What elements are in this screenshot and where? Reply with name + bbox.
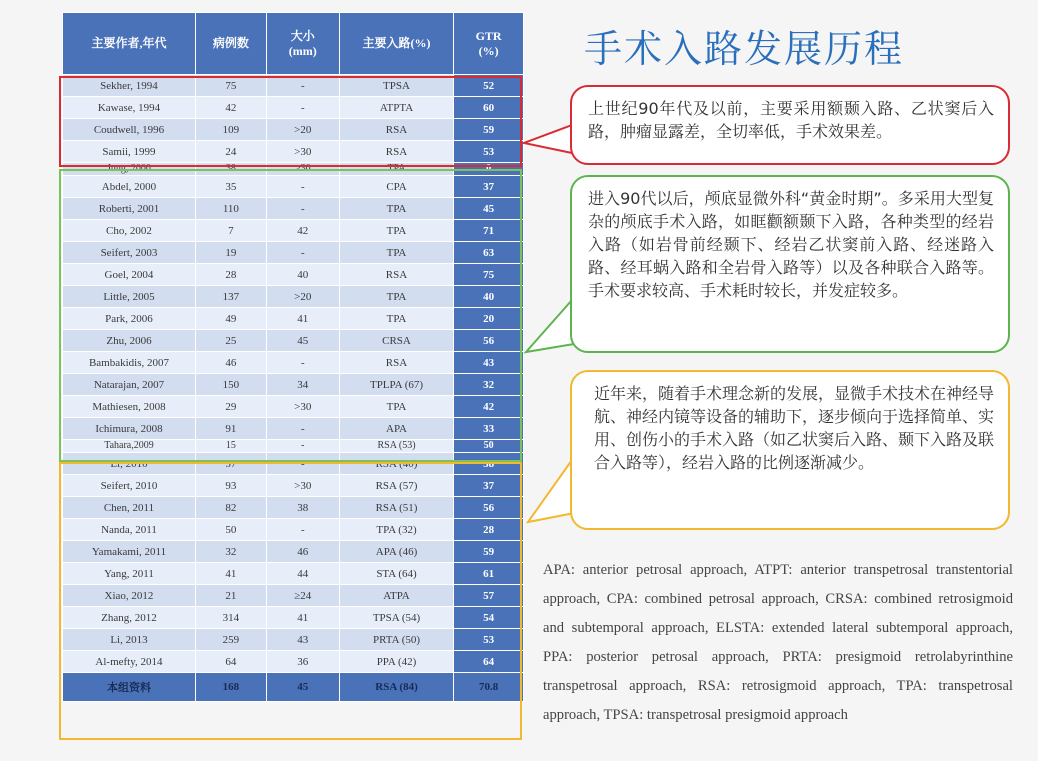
- cell-cases: 21: [195, 585, 266, 607]
- cell-size: -: [266, 242, 339, 264]
- cell-approach: RSA (51): [339, 497, 453, 519]
- cell-author: Park, 2006: [63, 308, 196, 330]
- cell-author: Sekher, 1994: [63, 75, 196, 97]
- cell-author: Roberti, 2001: [63, 198, 196, 220]
- cell-size: >30: [266, 396, 339, 418]
- cell-size: 36: [266, 651, 339, 673]
- header-gtr: GTR (%): [454, 13, 524, 75]
- cell-size: -: [266, 352, 339, 374]
- cell-cases: 150: [195, 374, 266, 396]
- cell-gtr: 40: [454, 286, 524, 308]
- header-cases: 病例数: [195, 13, 266, 75]
- cell-size: 41: [266, 607, 339, 629]
- cell-cases: 75: [195, 75, 266, 97]
- cell-author: Li, 2010: [63, 453, 196, 475]
- cell-cases: 29: [195, 396, 266, 418]
- cell-author: Abdel, 2000: [63, 176, 196, 198]
- cell-gtr: 59: [454, 119, 524, 141]
- header-author: 主要作者,年代: [63, 13, 196, 75]
- cell-gtr: 0: [454, 163, 524, 176]
- cell-approach: TPA: [339, 286, 453, 308]
- cell-gtr: 54: [454, 607, 524, 629]
- cell-approach: TPA: [339, 220, 453, 242]
- cell-author: Seifert, 2010: [63, 475, 196, 497]
- callout-yellow: 近年来，随着手术理念新的发展，显微手术技术在神经导航、神经内镜等设备的辅助下，逐步倾向于选择简单、实用、创伤小的手术入路（如乙状窦后入路、颞下入路及联合入路等），经岩入路的比例逐渐减少。: [570, 370, 1010, 530]
- cell-gtr: 56: [454, 497, 524, 519]
- cell-cases: 38: [195, 163, 266, 176]
- cell-size: 40: [266, 264, 339, 286]
- summary-author: 本组资料: [63, 673, 196, 702]
- cell-approach: TPA: [339, 308, 453, 330]
- cell-author: Mathiesen, 2008: [63, 396, 196, 418]
- cell-approach: TPLPA (67): [339, 374, 453, 396]
- cell-author: Cho, 2002: [63, 220, 196, 242]
- cell-cases: 42: [195, 97, 266, 119]
- cell-size: >30: [266, 475, 339, 497]
- cell-size: >20: [266, 286, 339, 308]
- cell-approach: CRSA: [339, 330, 453, 352]
- cell-approach: RSA (53): [339, 440, 453, 453]
- cell-cases: 25: [195, 330, 266, 352]
- cell-cases: 64: [195, 651, 266, 673]
- cell-author: Natarajan, 2007: [63, 374, 196, 396]
- cell-size: -: [266, 97, 339, 119]
- cell-cases: 15: [195, 440, 266, 453]
- cell-cases: 109: [195, 119, 266, 141]
- cell-author: Ichimura, 2008: [63, 418, 196, 440]
- cell-gtr: 61: [454, 563, 524, 585]
- cell-size: 46: [266, 541, 339, 563]
- cell-size: ≥24: [266, 585, 339, 607]
- cell-author: Xiao, 2012: [63, 585, 196, 607]
- cell-gtr: 37: [454, 475, 524, 497]
- cell-cases: 19: [195, 242, 266, 264]
- cell-approach: CPA: [339, 176, 453, 198]
- cell-author: Chen, 2011: [63, 497, 196, 519]
- cell-author: Nanda, 2011: [63, 519, 196, 541]
- cell-size: -: [266, 198, 339, 220]
- header-size: 大小 (mm): [266, 13, 339, 75]
- cell-approach: STA (64): [339, 563, 453, 585]
- summary-size: 45: [266, 673, 339, 702]
- cell-gtr: 42: [454, 396, 524, 418]
- cell-author: Goel, 2004: [63, 264, 196, 286]
- cell-author: Yamakami, 2011: [63, 541, 196, 563]
- cell-size: 44: [266, 563, 339, 585]
- cell-approach: RSA: [339, 141, 453, 163]
- cell-gtr: 32: [454, 374, 524, 396]
- cell-size: 43: [266, 629, 339, 651]
- cell-author: Little, 2005: [63, 286, 196, 308]
- cell-size: >20: [266, 119, 339, 141]
- cell-author: Kawase, 1994: [63, 97, 196, 119]
- cell-approach: RSA: [339, 264, 453, 286]
- cell-size: -: [266, 176, 339, 198]
- cell-author: Tahara,2009: [63, 440, 196, 453]
- cell-size: 34: [266, 374, 339, 396]
- cell-gtr: 59: [454, 541, 524, 563]
- cell-cases: 137: [195, 286, 266, 308]
- cell-cases: 49: [195, 308, 266, 330]
- cell-size: -: [266, 418, 339, 440]
- cell-cases: 259: [195, 629, 266, 651]
- slide-title: 手术入路发展历程: [584, 27, 905, 71]
- callout-green: 进入90代以后，颅底显微外科“黄金时期”。多采用大型复杂的颅底手术入路，如眶颧额颞下入路，各种类型的经岩入路（如岩骨前经颞下、经岩乙状窦前入路、经迷路入路、经耳蜗入路和全岩骨入路等）以及各种联合入路等。手术要求较高、手术耗时较长，并发症较多。: [570, 175, 1010, 353]
- cell-approach: RSA: [339, 119, 453, 141]
- cell-cases: 7: [195, 220, 266, 242]
- cell-size: >30: [266, 163, 339, 176]
- cell-gtr: 28: [454, 519, 524, 541]
- cell-gtr: 52: [454, 75, 524, 97]
- cell-author: Al-mefty, 2014: [63, 651, 196, 673]
- cell-approach: PRTA (50): [339, 629, 453, 651]
- cell-size: -: [266, 75, 339, 97]
- cell-gtr: 58: [454, 453, 524, 475]
- callout-red: 上世纪90年代及以前，主要采用额颞入路、乙状窦后入路，肿瘤显露差，全切率低，手术效果差。: [570, 85, 1010, 165]
- cell-approach: TPA: [339, 396, 453, 418]
- cell-approach: TPA (32): [339, 519, 453, 541]
- cell-author: Samii, 1999: [63, 141, 196, 163]
- cell-author: Coudwell, 1996: [63, 119, 196, 141]
- summary-gtr: 70.8: [454, 673, 524, 702]
- cell-cases: 32: [195, 541, 266, 563]
- cell-author: Jung, 2000: [63, 163, 196, 176]
- cell-approach: TPA: [339, 163, 453, 176]
- cell-approach: ATPA: [339, 585, 453, 607]
- cell-approach: TPSA: [339, 75, 453, 97]
- cell-size: 38: [266, 497, 339, 519]
- cell-cases: 110: [195, 198, 266, 220]
- abbreviations-note: APA: anterior petrosal approach, ATPT: anterior transpetrosal transtentorial approach, CPA: combined petrosal approach, CRSA: combined retrosigmoid and subtemporal approach, ELSTA: extended lateral subtemporal approach, PPA: posterior petrosal approach, PRTA: presigmoid retrolabyrinthine transpetrosal approach, RSA: retrosigmoid approach, TPA: transpetrosal approach, TPSA: transpetrosal presigmoid approach: [543, 562, 1013, 723]
- cell-cases: 28: [195, 264, 266, 286]
- cell-cases: 314: [195, 607, 266, 629]
- cell-approach: TPA: [339, 242, 453, 264]
- cell-cases: 50: [195, 519, 266, 541]
- cell-cases: 41: [195, 563, 266, 585]
- cell-size: >30: [266, 141, 339, 163]
- cell-size: -: [266, 453, 339, 475]
- cell-gtr: 60: [454, 97, 524, 119]
- cell-author: Seifert, 2003: [63, 242, 196, 264]
- cell-approach: TPSA (54): [339, 607, 453, 629]
- cell-gtr: 56: [454, 330, 524, 352]
- cell-gtr: 71: [454, 220, 524, 242]
- cell-approach: APA: [339, 418, 453, 440]
- cell-gtr: 57: [454, 585, 524, 607]
- cell-author: Bambakidis, 2007: [63, 352, 196, 374]
- cell-approach: TPA: [339, 198, 453, 220]
- cell-gtr: 64: [454, 651, 524, 673]
- cell-gtr: 63: [454, 242, 524, 264]
- cell-cases: 24: [195, 141, 266, 163]
- summary-approach: RSA (84): [339, 673, 453, 702]
- cell-size: 41: [266, 308, 339, 330]
- cell-size: -: [266, 440, 339, 453]
- cell-gtr: 50: [454, 440, 524, 453]
- cell-cases: 93: [195, 475, 266, 497]
- summary-cases: 168: [195, 673, 266, 702]
- cell-cases: 57: [195, 453, 266, 475]
- cell-gtr: 33: [454, 418, 524, 440]
- cell-size: 42: [266, 220, 339, 242]
- cell-cases: 91: [195, 418, 266, 440]
- cell-gtr: 45: [454, 198, 524, 220]
- cell-gtr: 43: [454, 352, 524, 374]
- cell-approach: APA (46): [339, 541, 453, 563]
- cell-approach: RSA (40): [339, 453, 453, 475]
- cell-gtr: 53: [454, 141, 524, 163]
- cell-size: 45: [266, 330, 339, 352]
- cell-approach: RSA: [339, 352, 453, 374]
- cell-approach: RSA (57): [339, 475, 453, 497]
- header-approach: 主要入路(%): [339, 13, 453, 75]
- cell-author: Yang, 2011: [63, 563, 196, 585]
- cell-approach: ATPTA: [339, 97, 453, 119]
- cell-gtr: 37: [454, 176, 524, 198]
- cell-gtr: 75: [454, 264, 524, 286]
- cell-gtr: 20: [454, 308, 524, 330]
- cell-gtr: 53: [454, 629, 524, 651]
- cell-cases: 82: [195, 497, 266, 519]
- cell-cases: 46: [195, 352, 266, 374]
- pointer-red: [524, 125, 572, 153]
- cell-author: Zhu, 2006: [63, 330, 196, 352]
- cell-size: -: [266, 519, 339, 541]
- cell-author: Li, 2013: [63, 629, 196, 651]
- cell-cases: 35: [195, 176, 266, 198]
- cell-author: Zhang, 2012: [63, 607, 196, 629]
- cell-approach: PPA (42): [339, 651, 453, 673]
